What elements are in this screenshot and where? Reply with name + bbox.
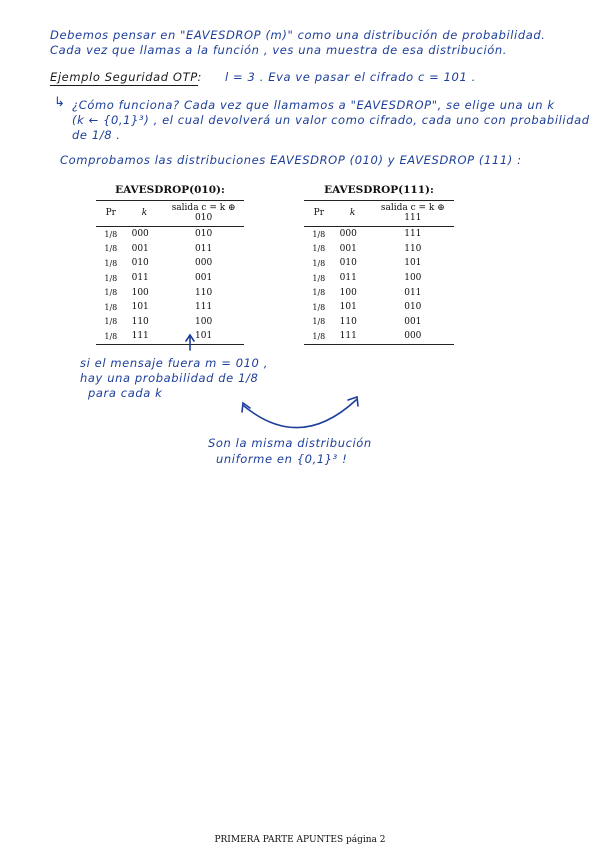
- table1-cell-pr: 1/8: [104, 288, 118, 298]
- table1-cell-out: 110: [195, 287, 213, 298]
- note-message-3: para cada k: [88, 386, 163, 400]
- table2-cell-out: 011: [404, 287, 422, 298]
- table2-cell-pr: 1/8: [312, 244, 326, 254]
- table1-header-pr: Pr: [96, 201, 126, 227]
- table1-header-k: k: [126, 201, 164, 227]
- table2-cell-pr: 1/8: [312, 317, 326, 327]
- table1-cell-out: 011: [195, 243, 213, 254]
- table2-header-k: k: [334, 201, 372, 227]
- table1-cell-k: 111: [126, 329, 164, 344]
- table2-cell-out: 111: [404, 229, 422, 240]
- table1-cell-pr: 1/8: [104, 229, 118, 239]
- table1-cell-pr: 1/8: [104, 244, 118, 254]
- table1-header-output: salida c = k ⊕ 010: [163, 201, 244, 227]
- table1-cell-out: 001: [195, 273, 213, 284]
- table2-cell-k: 011: [339, 273, 357, 284]
- example-title: Ejemplo Seguridad OTP: [50, 70, 198, 84]
- up-arrow-icon: [186, 335, 194, 350]
- table2-cell-pr: 1/8: [312, 229, 326, 239]
- table1-cell-out: 101: [163, 329, 244, 344]
- table2-cell-k: 000: [339, 229, 357, 240]
- table1-cell-pr: 1/8: [104, 317, 118, 327]
- table2-title: EAVESDROP(111):: [324, 184, 434, 196]
- table2-cell-out: 100: [404, 273, 422, 284]
- double-arrow-curve: [244, 400, 356, 428]
- table1-cell-k: 010: [131, 258, 149, 269]
- table2-cell-out: 110: [404, 243, 422, 254]
- table2-cell-pr: 1/8: [312, 258, 326, 268]
- table2-cell-k: 111: [334, 329, 372, 344]
- table1-cell-k: 000: [131, 229, 149, 240]
- note-message-2: hay una probabilidad de 1/8: [80, 371, 259, 385]
- table2-header-output: salida c = k ⊕ 111: [372, 201, 454, 227]
- page-footer: PRIMERA PARTE APUNTES página 2: [214, 835, 386, 845]
- table1-cell-out: 100: [195, 316, 213, 327]
- table1-cell-k: 101: [131, 302, 149, 313]
- table1-cell-out: 111: [195, 302, 213, 313]
- table2-cell-k: 101: [339, 302, 357, 313]
- note-line-2: Cada vez que llamas a la función , ves una muestra de esa distribución.: [50, 43, 508, 57]
- table1-cell-k: 110: [131, 316, 149, 327]
- table2-cell-k: 010: [339, 258, 357, 269]
- table1-cell-pr: 1/8: [96, 329, 126, 344]
- table1-cell-pr: 1/8: [104, 273, 118, 283]
- table2-cell-pr: 1/8: [304, 329, 334, 344]
- how-line-2: (k ← {0,1}³) , el cual devolverá un valor como cifrado, cada uno con probabilidad: [72, 113, 590, 127]
- table2-cell-pr: 1/8: [312, 288, 326, 298]
- table1-cell-out: 010: [195, 229, 213, 240]
- how-line-3: de 1/8 .: [72, 128, 121, 142]
- note-line-1: Debemos pensar en "EAVESDROP (m)" como una distribución de probabilidad.: [50, 28, 546, 42]
- table2-cell-k: 100: [339, 287, 357, 298]
- table2-cell-k: 110: [339, 316, 357, 327]
- table1-cell-k: 001: [131, 243, 149, 254]
- table1-cell-pr: 1/8: [104, 258, 118, 268]
- arrow-return-icon: ↳: [54, 95, 66, 110]
- example-colon: :: [197, 70, 203, 84]
- table1-cell-pr: 1/8: [104, 302, 118, 312]
- table2-header-pr: Pr: [304, 201, 334, 227]
- table1-cell-k: 011: [131, 273, 149, 284]
- note-message-1: si el mensaje fuera m = 010 ,: [80, 356, 268, 370]
- table2-cell-pr: 1/8: [312, 273, 326, 283]
- table2-cell-out: 010: [404, 302, 422, 313]
- table1-cell-out: 000: [195, 258, 213, 269]
- table2-cell-out: 101: [404, 258, 422, 269]
- double-arrow-right-head: [348, 397, 358, 406]
- compare-line: Comprobamos las distribuciones EAVESDROP (010) y EAVESDROP (111) :: [60, 153, 522, 167]
- table1-cell-k: 100: [131, 287, 149, 298]
- table2-cell-k: 001: [339, 243, 357, 254]
- example-text: l = 3 . Eva ve pasar el cifrado c = 101 .: [225, 70, 476, 84]
- table1-title: EAVESDROP(010):: [115, 184, 225, 196]
- table2-cell-pr: 1/8: [312, 302, 326, 312]
- how-line-1: ¿Cómo funciona? Cada vez que llamamos a "EAVESDROP", se elige una un k: [72, 98, 555, 112]
- same-distribution-2: uniforme en {0,1}³ !: [216, 452, 348, 466]
- table2-cell-out: 001: [404, 316, 422, 327]
- same-distribution-1: Son la misma distribución: [208, 436, 372, 450]
- table2-cell-out: 000: [372, 329, 454, 344]
